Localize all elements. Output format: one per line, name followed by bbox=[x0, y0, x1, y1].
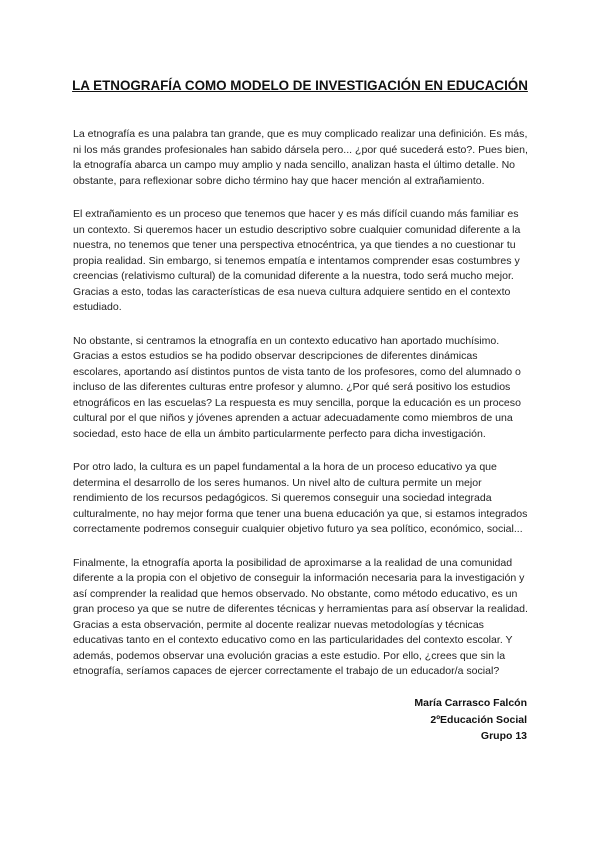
paragraph-extranamiento: El extrañamiento es un proceso que tenemos que hacer y es más difícil cuando más familiar es un contexto. Si queremos hacer un estudio descriptivo sobre cualquier comunidad diferente a la nuestra, no tenemos que tener una perspectiva etnocéntrica, ya que tiendes a no cuestionar tu propia realidad. Sin embargo, si tenemos empatía e intentamos comprender esas costumbres y creencias (relativismo cultural) de la comunidad diferente a la nuestra, todo será mucho mejor. Gracias a esto, todas las características de esa nueva cultura adquiere sentido en el contexto estudiado. bbox=[73, 208, 521, 313]
paragraph-contexto-educativo: No obstante, si centramos la etnografía en un contexto educativo han aportado muchísimo. Gracias a estos estudios se ha podido observar descripciones de diferentes dinámicas escolares, aportando así distintos puntos de vista tanto de los profesores, como del alumnado o incluso de las diferentes culturas entre profesor y alumno. ¿Por qué será positivo los estudios etnográficos en las escuelas? La respuesta es muy sencilla, porque la educación es un proceso cultural por el que niños y jóvenes aprenden a actuar adecuadamente como miembros de una sociedad, esto hace de ella un ámbito particularmente perfecto para dicha investigación. bbox=[73, 334, 521, 440]
document-body bbox=[73, 127, 528, 698]
group-name: Grupo 13 bbox=[480, 730, 527, 742]
paragraph-intro: La etnografía es una palabra tan grande, que es muy complicado realizar una definición. Es más, ni los más grandes profesionales han sabido dársela pero... ¿por qué sucederá esto?. Pues bien, la etnografía abarca un campo muy amplio y nada sencillo, analizan hasta el último detalle. No obstante, para reflexionar sobre dicho término hay que hacer mención al extrañamiento. bbox=[73, 128, 528, 187]
signature-block bbox=[414, 695, 527, 745]
course-name: 2ºEducación Social bbox=[430, 713, 527, 726]
paragraph-conclusion: Finalmente, la etnografía aporta la posibilidad de aproximarse a la realidad de una comunidad diferente a la propia con el objetivo de conseguir la información necesaria para la investigación y así comprender la realidad que hemos observado. No obstante, como método educativo, es un gran proceso ya que se nutre de diferentes técnicas y herramientas para así observar la realidad. Gracias a esta observación, permite al docente realizar nuevas metodologías y técnicas educativas tanto en el contexto educativo como en las particularidades del contexto escolar. Y además, podemos observar una evolución gracias a este estudio. Por ello, ¿crees que sin la etnografía, seríamos capaces de ejercer correctamente el trabajo de un educador/a social? bbox=[73, 556, 528, 677]
paragraph-cultura: Por otro lado, la cultura es un papel fundamental a la hora de un proceso educativo ya que determina el desarrollo de los seres humanos. Un nivel alto de cultura permite un mejor rendimiento de los recursos pedagógicos. Si queremos conseguir una sociedad integrada culturalmente, no hay mejor forma que tener una buena educación ya que, si estamos integrados correctamente podremos conseguir cualquier objetivo futuro ya sea político, económico, social... bbox=[73, 461, 528, 535]
author-name: María Carrasco Falcón bbox=[414, 697, 527, 709]
document-title: LA ETNOGRAFÍA COMO MODELO DE INVESTIGACIÓN EN EDUCACIÓN bbox=[72, 78, 528, 93]
